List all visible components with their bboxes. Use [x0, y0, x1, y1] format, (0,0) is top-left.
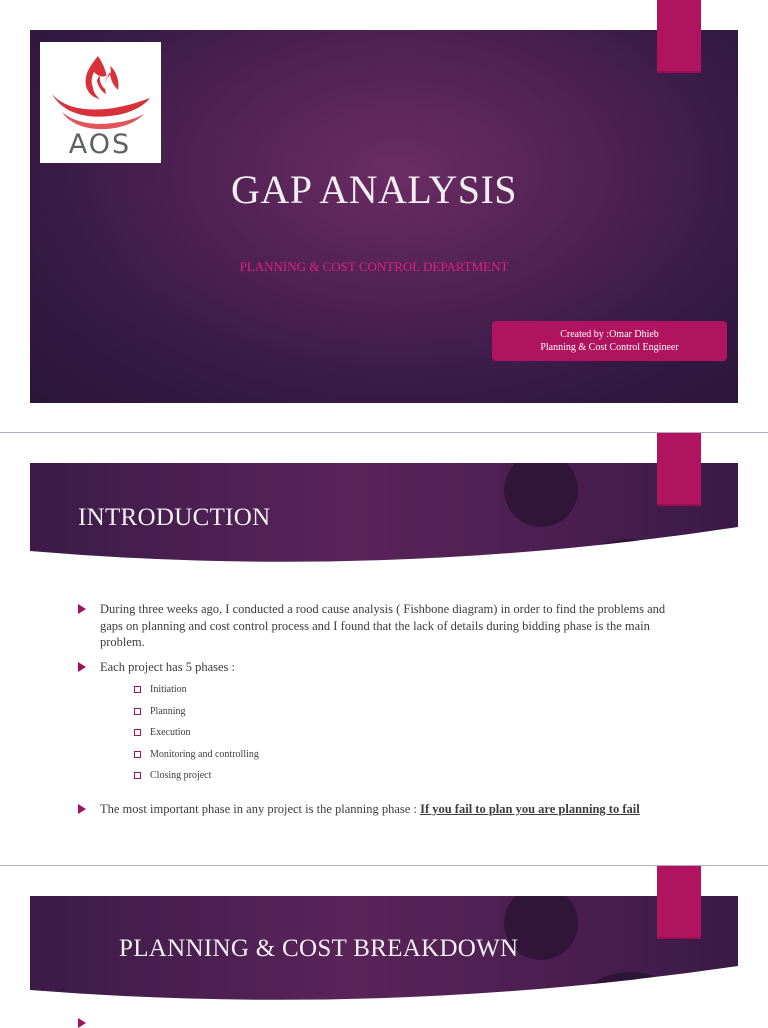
- bullet-list: [78, 601, 688, 825]
- slide-header: [30, 896, 738, 1010]
- accent-tab: [657, 866, 701, 939]
- accent-tab: [657, 0, 701, 73]
- arrow-bullet-icon: [78, 662, 86, 672]
- department-subtitle: PLANNING & COST CONTROL DEPARTMENT: [239, 259, 509, 274]
- presentation-title: GAP ANALYSIS: [230, 167, 518, 212]
- square-bullet-icon: [134, 729, 141, 736]
- creator-info-box: [492, 321, 727, 361]
- key-quote: If you fail to plan you are planning to fail: [420, 801, 640, 816]
- list-item: During three weeks ago, I conducted a rood cause analysis ( Fishbone diagram) in order to find the problems and gaps on planning and cost control process and I found that the lack of details during bidding phase is the main problem.: [78, 601, 688, 651]
- phase-item: Planning: [134, 705, 688, 727]
- title-slide: [0, 0, 768, 430]
- square-bullet-icon: [134, 708, 141, 715]
- company-logo: [40, 42, 161, 163]
- list-item: The most important phase in any project is the planning phase : If you fail to plan you are planning to fail: [78, 801, 688, 818]
- slide-title: PLANNING & COST BREAKDOWN: [119, 935, 519, 962]
- arrow-bullet-icon: [78, 604, 86, 614]
- svg-text:AOS: AOS: [68, 129, 132, 160]
- flame-logo-icon: [40, 42, 161, 163]
- list-item: Each project has 5 phases :: [78, 659, 688, 676]
- slide-title: INTRODUCTION: [78, 504, 271, 531]
- slide-header: [30, 463, 738, 577]
- arrow-bullet-icon: [78, 804, 86, 814]
- breakdown-slide: [0, 866, 768, 1024]
- phase-item: Initiation: [134, 683, 688, 705]
- phase-item: Closing project: [134, 769, 688, 791]
- accent-tab: [657, 433, 701, 506]
- introduction-slide: [0, 433, 768, 865]
- square-bullet-icon: [134, 751, 141, 758]
- phase-item: Monitoring and controlling: [134, 748, 688, 770]
- square-bullet-icon: [134, 686, 141, 693]
- phase-item: Execution: [134, 726, 688, 748]
- creator-role: Planning & Cost Control Engineer: [540, 342, 679, 353]
- arrow-bullet-icon: [78, 1018, 86, 1028]
- creator-name: Created by :Omar Dhieb: [560, 329, 659, 340]
- square-bullet-icon: [134, 772, 141, 779]
- phase-list: [134, 683, 688, 791]
